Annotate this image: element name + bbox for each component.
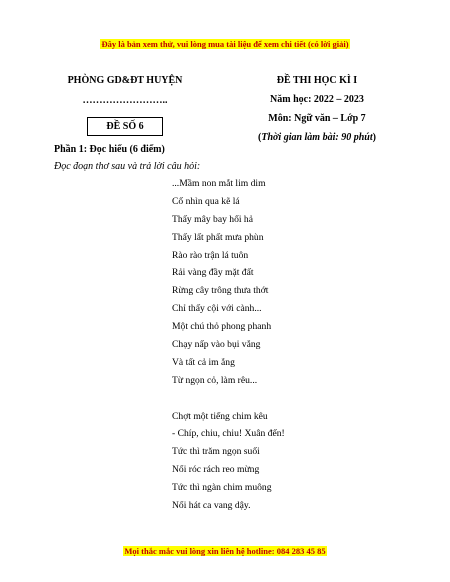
stanza-break xyxy=(172,390,285,408)
preview-notice-banner xyxy=(0,39,450,49)
poem-line: Nổi róc rách reo mừng xyxy=(172,464,260,476)
time-label: Thời gian làm bài: 90 phút xyxy=(261,132,373,143)
right-header xyxy=(232,71,402,147)
exam-code-box: ĐỀ SỐ 6 xyxy=(87,117,162,136)
school-year: Năm học: 2022 – 2023 xyxy=(270,94,364,105)
poem-line: - Chíp, chiu, chiu! Xuân đến! xyxy=(172,428,285,440)
part-title: Phần 1: Đọc hiểu (6 điểm) xyxy=(54,144,165,155)
poem-line: Từ ngọn cỏ, làm rêu... xyxy=(172,374,258,386)
department-name: PHÒNG GD&ĐT HUYỆN xyxy=(67,75,183,86)
poem-line: Thấy mây bay hối hả xyxy=(172,213,253,225)
poem-line: Rải vàng đầy mặt đất xyxy=(172,267,254,279)
exam-title: ĐỀ THI HỌC KÌ I xyxy=(276,75,358,86)
subject-line: Môn: Ngữ văn – Lớp 7 xyxy=(268,113,366,124)
left-header xyxy=(40,71,210,136)
poem-line: Một chú thỏ phong phanh xyxy=(172,321,272,333)
hotline-banner xyxy=(0,546,450,556)
poem-line: Tức thì trăm ngọn suối xyxy=(172,446,260,458)
poem-line: Chỉ thấy cội với cành... xyxy=(172,303,262,315)
instruction: Đọc đoạn thơ sau và trả lời câu hỏi: xyxy=(54,161,201,172)
poem-line: Chạy nấp vào bụi vắng xyxy=(172,339,261,351)
preview-notice-text: Đây là bản xem thử, vui lòng mua tài liệu để xem chi tiết (có lời giải) xyxy=(101,39,349,49)
poem xyxy=(172,175,285,515)
poem-line: Và tất cả im ắng xyxy=(172,356,235,368)
district-dots: …………………….. xyxy=(82,95,168,106)
poem-line: Cố nhìn qua kẽ lá xyxy=(172,195,240,207)
poem-line: Thấy lất phất mưa phùn xyxy=(172,231,264,243)
hotline-text: Mọi thắc mắc vui lòng xin liên hệ hotline: 084 283 45 85 xyxy=(124,546,326,556)
poem-line: Rừng cây trông thưa thớt xyxy=(172,285,269,297)
time-line: (Thời gian làm bài: 90 phút) xyxy=(258,132,376,143)
poem-line: Nổi hát ca vang dậy. xyxy=(172,500,251,512)
poem-line: Chợt một tiếng chim kêu xyxy=(172,410,268,422)
poem-line: ...Mầm non mắt lim dim xyxy=(172,178,266,189)
poem-line: Rào rào trận lá tuôn xyxy=(172,249,249,261)
poem-line: Tức thì ngàn chim muông xyxy=(172,482,272,494)
